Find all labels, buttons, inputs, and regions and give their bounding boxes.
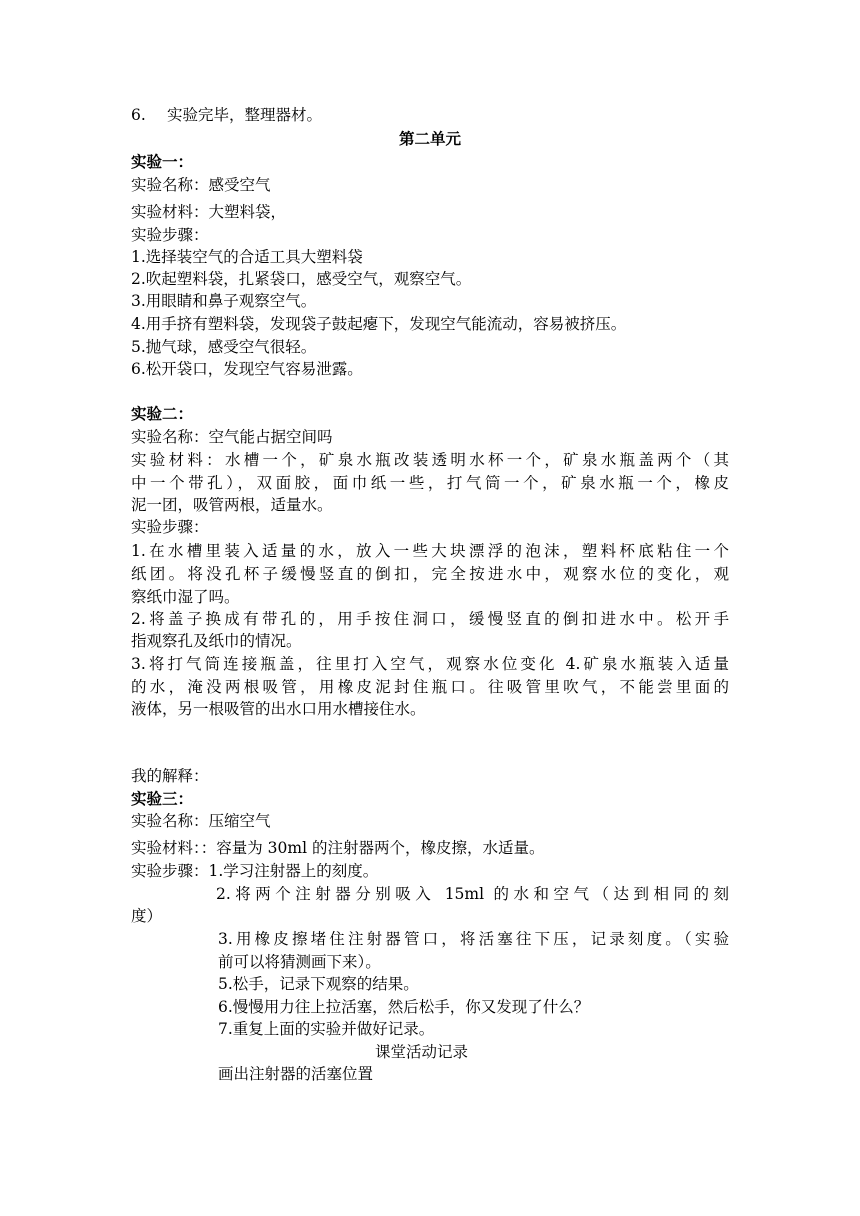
unit-heading: 第二单元: [398, 130, 461, 148]
exp2-step-line: 察纸巾湿了吗。: [131, 588, 240, 606]
exp3-step2-b: 度）: [131, 907, 163, 925]
exp1-step: 6.松开袋口，发现空气容易泄露。: [131, 360, 363, 378]
exp1-steps-label: 实验步骤：: [131, 226, 209, 244]
exp1-name: 实验名称：感受空气: [131, 176, 271, 194]
top-line-text: 实验完毕，整理器材。: [167, 106, 323, 124]
draw-prompt: 画出注射器的活塞位置: [218, 1065, 374, 1083]
exp1-step: 2.吹起塑料袋，扎紧袋口，感受空气，观察空气。: [131, 270, 472, 288]
exp2-materials-line: 实验材料：水槽一个，矿泉水瓶改装透明水杯一个，矿泉水瓶盖两个（其: [131, 451, 729, 469]
exp2-steps-label: 实验步骤：: [131, 518, 209, 536]
record-title: 课堂活动记录: [375, 1043, 469, 1061]
exp2-step-line: 2.将盖子换成有带孔的，用手按住洞口，缓慢竖直的倒扣进水中。松开手: [131, 610, 729, 628]
exp2-step-line: 1.在水槽里装入适量的水，放入一些大块漂浮的泡沫，塑料杯底粘住一个: [131, 542, 729, 560]
exp2-heading: 实验二：: [131, 405, 194, 423]
exp1-heading: 实验一：: [131, 153, 194, 171]
exp1-step: 4.用手挤有塑料袋，发现袋子鼓起瘪下，发现空气能流动，容易被挤压。: [131, 315, 627, 333]
exp3-step5: 5.松手，记录下观察的结果。: [218, 975, 419, 993]
exp2-step-line: 3.将打气筒连接瓶盖，往里打入空气，观察水位变化 4.矿泉水瓶装入适量: [131, 655, 729, 673]
list-number: 6.: [131, 106, 146, 124]
exp3-step6: 6.慢慢用力往上拉活塞，然后松手，你又发现了什么？: [218, 998, 590, 1016]
exp2-step-line: 指观察孔及纸巾的情况。: [131, 632, 302, 650]
exp3-heading: 实验三：: [131, 790, 194, 808]
exp3-materials: 实验材料：：容量为 30ml 的注射器两个，橡皮擦，水适量。: [131, 839, 545, 857]
my-explanation: 我的解释：: [131, 767, 209, 785]
exp2-step-line: 的水，淹没两根吸管，用橡皮泥封住瓶口。往吸管里吹气，不能尝里面的: [131, 678, 729, 696]
exp1-materials: 实验材料：大塑料袋，: [131, 203, 287, 221]
exp2-step-line: 纸团。将没孔杯子缓慢竖直的倒扣，完全按进水中，观察水位的变化，观: [131, 565, 729, 583]
exp3-step7: 7.重复上面的实验并做好记录。: [218, 1020, 435, 1038]
exp3-step3-b: 前可以将猜测画下来）。: [218, 953, 381, 971]
exp3-steps-first: 实验步骤：1.学习注射器上的刻度。: [131, 862, 379, 880]
exp2-materials-line: 中一个带孔），双面胶，面巾纸一些，打气筒一个，矿泉水瓶一个，橡皮: [131, 474, 729, 492]
exp1-step: 3.用眼睛和鼻子观察空气。: [131, 292, 317, 310]
exp3-step2-a: 2.将两个注射器分别吸入 15ml 的水和空气（达到相同的刻: [216, 885, 729, 903]
exp3-step3-a: 3.用橡皮擦堵住注射器管口，将活塞往下压，记录刻度。（实验: [218, 930, 729, 948]
exp1-step: 1.选择装空气的合适工具大塑料袋: [131, 248, 363, 266]
exp2-name: 实验名称：空气能占据空间吗: [131, 428, 333, 446]
exp3-name: 实验名称：压缩空气: [131, 812, 271, 830]
exp2-materials-line: 泥一团，吸管两根，适量水。: [131, 496, 333, 514]
exp1-step: 5.抛气球，感受空气很轻。: [131, 338, 317, 356]
exp2-step-line: 液体，另一根吸管的出水口用水槽接住水。: [131, 700, 426, 718]
